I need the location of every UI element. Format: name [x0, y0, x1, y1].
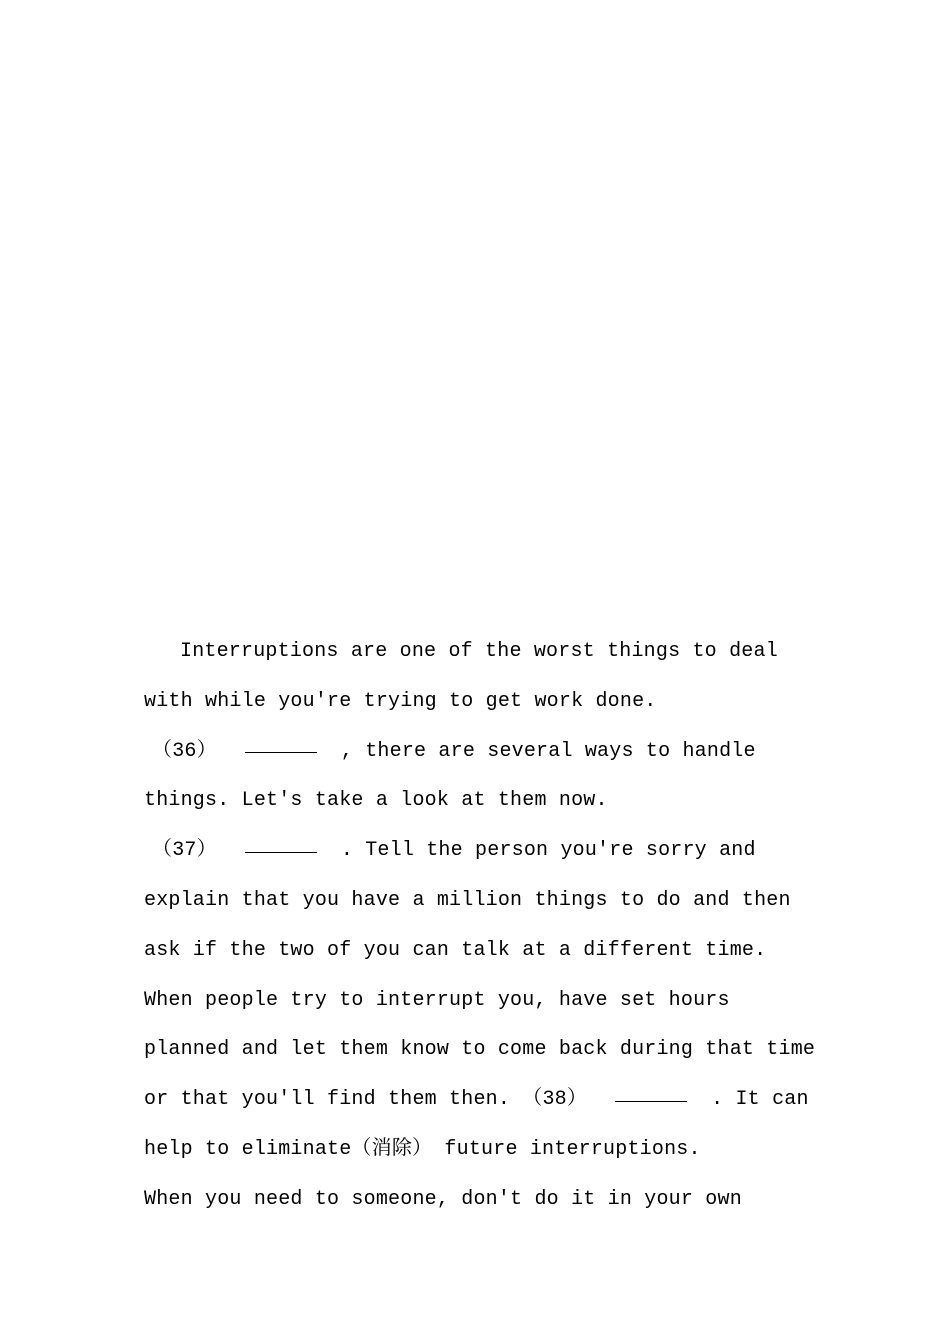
passage-line — [144, 1075, 844, 1125]
answer-blank[interactable] — [615, 1100, 687, 1102]
passage-line: When people try to interrupt you, have set hours — [144, 988, 730, 1012]
passage-line: help to eliminate（消除） future interruptions. — [144, 1137, 701, 1161]
question-label: （38） — [522, 1088, 588, 1112]
passage-text: , there are several ways to handle — [340, 739, 756, 763]
question-label: （37） — [152, 839, 217, 863]
answer-blank[interactable] — [245, 751, 317, 753]
passage-text: . Tell the person you're sorry and — [340, 839, 756, 863]
passage-line: things. Let's take a look at them now. — [144, 789, 608, 813]
passage-text: or that you'll find them then. — [144, 1088, 523, 1112]
passage-line: planned and let them know to come back during that time — [144, 1038, 816, 1062]
passage-line: with while you're trying to get work done. — [144, 689, 657, 713]
passage — [144, 627, 844, 1225]
passage-line — [144, 727, 844, 777]
answer-blank[interactable] — [245, 851, 317, 853]
passage-line: When you need to someone, don't do it in your own — [144, 1187, 742, 1211]
passage-line: explain that you have a million things to do and then — [144, 888, 791, 912]
passage-line — [144, 826, 844, 876]
question-label: （36） — [152, 739, 217, 763]
passage-text: . It can — [711, 1088, 809, 1112]
passage-line: Interruptions are one of the worst things to deal — [180, 640, 778, 663]
passage-line: ask if the two of you can talk at a different time. — [144, 938, 767, 962]
